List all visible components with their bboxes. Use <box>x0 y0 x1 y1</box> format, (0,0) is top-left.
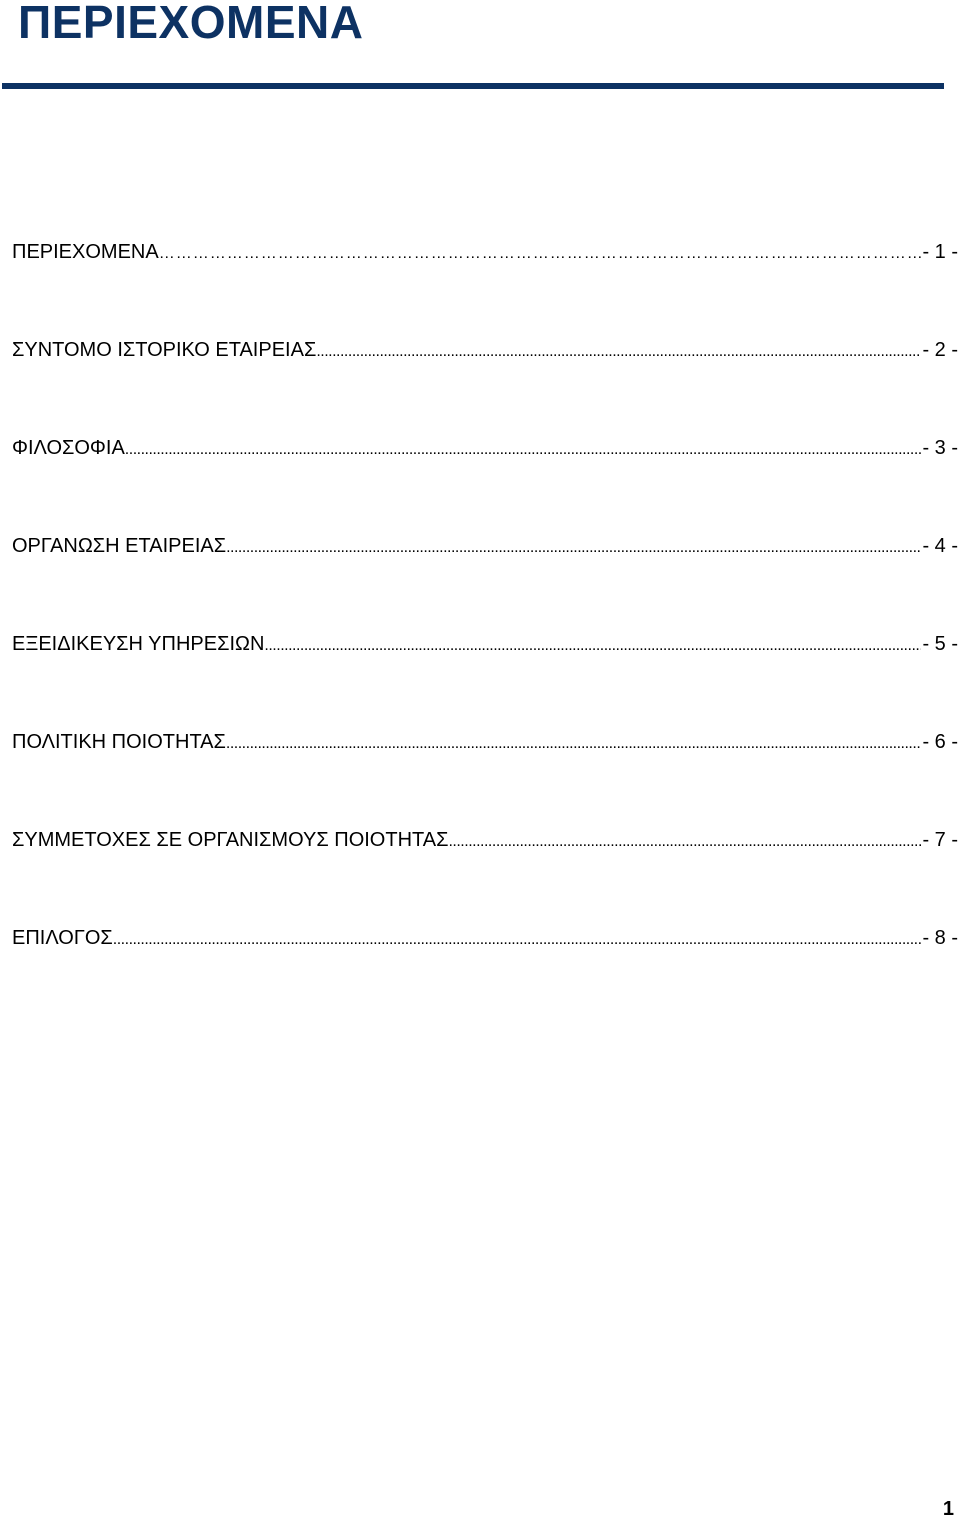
toc-dot-leader <box>159 240 922 268</box>
toc-entry-page: - 7 - <box>922 829 958 851</box>
toc-entry-title: ΟΡΓΑΝΩΣΗ ΕΤΑΙΡΕΙΑΣ <box>12 535 227 557</box>
page-number: 1 <box>942 1498 954 1520</box>
toc-dot-leader <box>226 730 922 758</box>
toc-entry[interactable] <box>12 630 958 728</box>
toc-entry[interactable] <box>12 826 958 924</box>
toc-entry-title: ΠΟΛΙΤΙΚΗ ΠΟΙΟΤΗΤΑΣ <box>12 731 226 753</box>
toc-entry[interactable] <box>12 728 958 826</box>
toc-entry-page: - 1 - <box>922 241 958 263</box>
toc-entry[interactable] <box>12 238 958 336</box>
toc-entry-title: ΣΥΝΤΟΜΟ ΙΣΤΟΡΙΚΟ ΕΤΑΙΡΕΙΑΣ <box>12 339 317 361</box>
toc-dot-leader <box>113 926 922 954</box>
toc-dot-leader <box>316 338 921 366</box>
toc-entry[interactable] <box>12 434 958 532</box>
toc-entry-page: - 8 - <box>922 927 958 949</box>
toc-entry-page: - 2 - <box>922 339 958 361</box>
toc-entry-page: - 3 - <box>922 437 958 459</box>
toc-dot-leader <box>125 436 922 464</box>
toc-entry-title: ΦΙΛΟΣΟΦΙΑ <box>12 437 125 459</box>
toc-entry-title: ΠΕΡΙΕΧΟΜΕΝΑ <box>12 241 159 263</box>
toc-entry-page: - 6 - <box>922 731 958 753</box>
table-of-contents <box>12 238 958 1022</box>
page-title: ΠΕΡΙΕΧΟΜΕΝΑ <box>18 0 364 48</box>
toc-entry-page: - 5 - <box>922 633 958 655</box>
toc-dot-leader <box>226 534 921 562</box>
toc-entry[interactable] <box>12 924 958 1022</box>
toc-entry-title: ΕΠΙΛΟΓΟΣ <box>12 927 113 949</box>
toc-entry[interactable] <box>12 336 958 434</box>
toc-dot-leader <box>264 632 921 660</box>
toc-dot-leader <box>448 828 921 856</box>
heading-underline <box>2 83 944 89</box>
toc-entry-title: ΕΞΕΙΔΙΚΕΥΣΗ ΥΠΗΡΕΣΙΩΝ <box>12 633 265 655</box>
toc-entry-page: - 4 - <box>922 535 958 557</box>
toc-entry[interactable] <box>12 532 958 630</box>
toc-entry-title: ΣΥΜΜΕΤΟΧΕΣ ΣΕ ΟΡΓΑΝΙΣΜΟΥΣ ΠΟΙΟΤΗΤΑΣ <box>12 829 449 851</box>
